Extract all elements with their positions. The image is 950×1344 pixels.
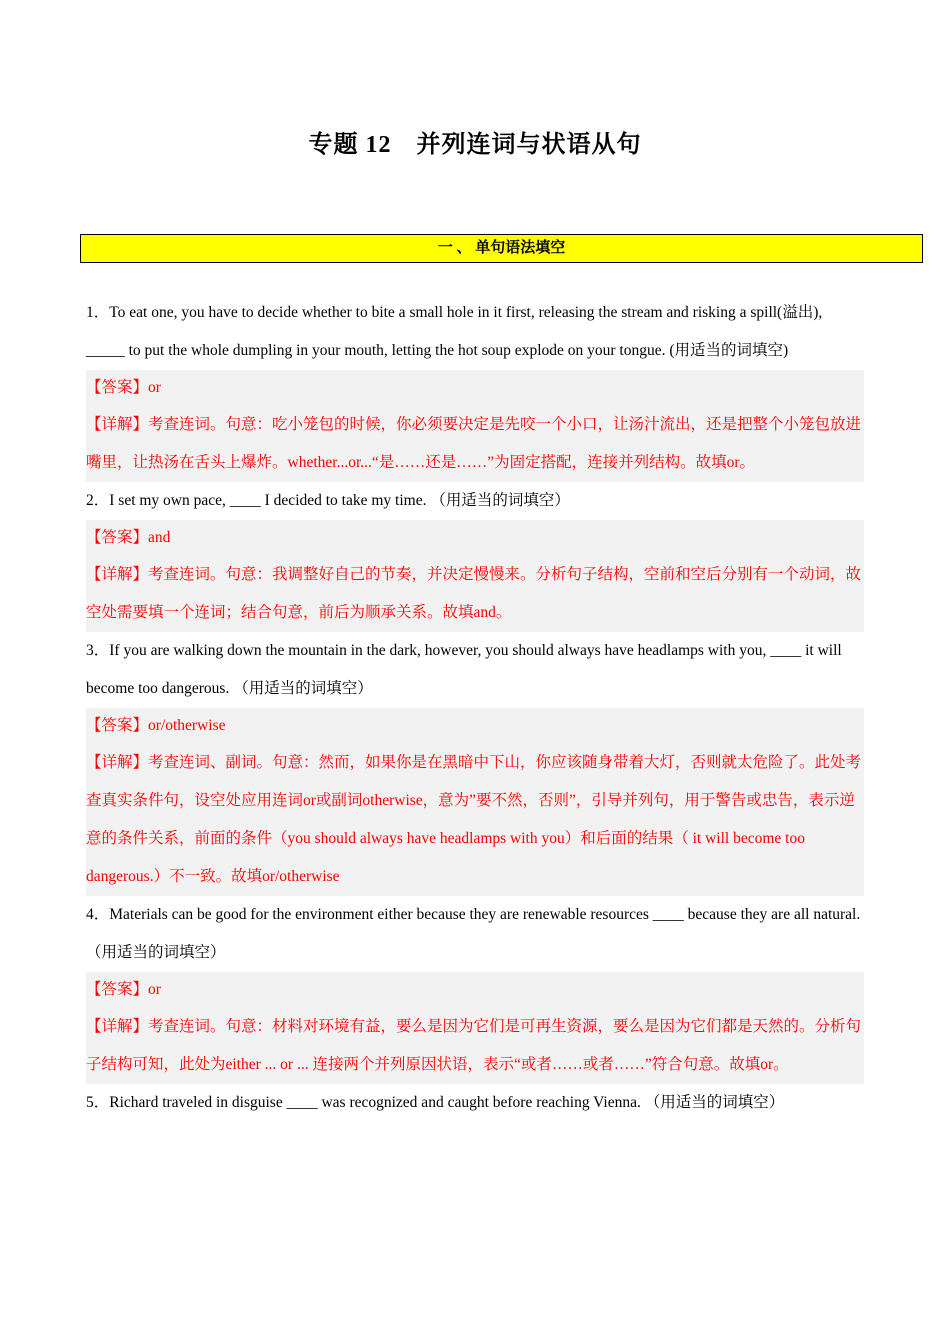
question-5: 5．Richard traveled in disguise ____ was recognized and caught before reaching Vienna. （用适当的词填空） (86, 1094, 785, 1111)
question-1: 1．To eat one, you have to decide whether to bite a small hole in it first, releasing the stream and risking a spill(溢出), _____ to put the whole dumpling in your mouth, letting the hot soup explode on your tongue. (用适当的词填空) (86, 304, 823, 359)
answer-2: 【答案】and (86, 529, 171, 546)
answer-3: 【答案】or/otherwise (86, 717, 226, 734)
exercise-list (86, 294, 864, 1122)
explanation-1: 【详解】考查连词。句意：吃小笼包的时候，你必须要决定是先咬一个小口，让汤汁流出，还是把整个小笼包放进嘴里，让热汤在舌头上爆炸。whether...or...“是……还是……”为固定搭配，连接并列结构。故填or。 (86, 416, 862, 471)
explanation-4: 【详解】考查连词。句意：材料对环境有益，要么是因为它们是可再生资源，要么是因为它们都是天然的。分析句子结构可知，此处为either ... or ... 连接两个并列原因状语，表示“或者……或者……”符合句意。故填or。 (86, 1018, 862, 1073)
question-2: 2．I set my own pace, ____ I decided to take my time. （用适当的词填空） (86, 492, 570, 509)
page-title: 专题 12 并列连词与状语从句 (308, 132, 642, 158)
answer-1: 【答案】or (86, 379, 161, 396)
answer-4: 【答案】or (86, 981, 161, 998)
explanation-2: 【详解】考查连词。句意：我调整好自己的节奏，并决定慢慢来。分析句子结构，空前和空后分别有一个动词，故空处需要填一个连词；结合句意，前后为顺承关系。故填and。 (86, 566, 862, 621)
explanation-3: 【详解】考查连词、副词。句意：然而，如果你是在黑暗中下山，你应该随身带着大灯，否则就太危险了。此处考查真实条件句，设空处应用连词or或副词otherwise，意为”要不然，否则”，引导并列句，用于警告或忠告，表示逆意的条件关系，前面的条件（you should always have headlamps with you）和后面的结果（ it will become too dangerous.）不一致。故填or/otherwise (86, 754, 862, 885)
answer-box-2 (86, 520, 864, 632)
question-3: 3．If you are walking down the mountain in the dark, however, you should always have headlamps with you, ____ it will become too dangerous. （用适当的词填空） (86, 642, 842, 697)
answer-box-4 (86, 972, 864, 1084)
question-4: 4．Materials can be good for the environment either because they are renewable resources ____ because they are all natural. （用适当的词填空） (86, 906, 861, 961)
section-header: 一 、 单句语法填空 (80, 234, 923, 263)
answer-box-1 (86, 370, 864, 482)
answer-box-3 (86, 708, 864, 896)
